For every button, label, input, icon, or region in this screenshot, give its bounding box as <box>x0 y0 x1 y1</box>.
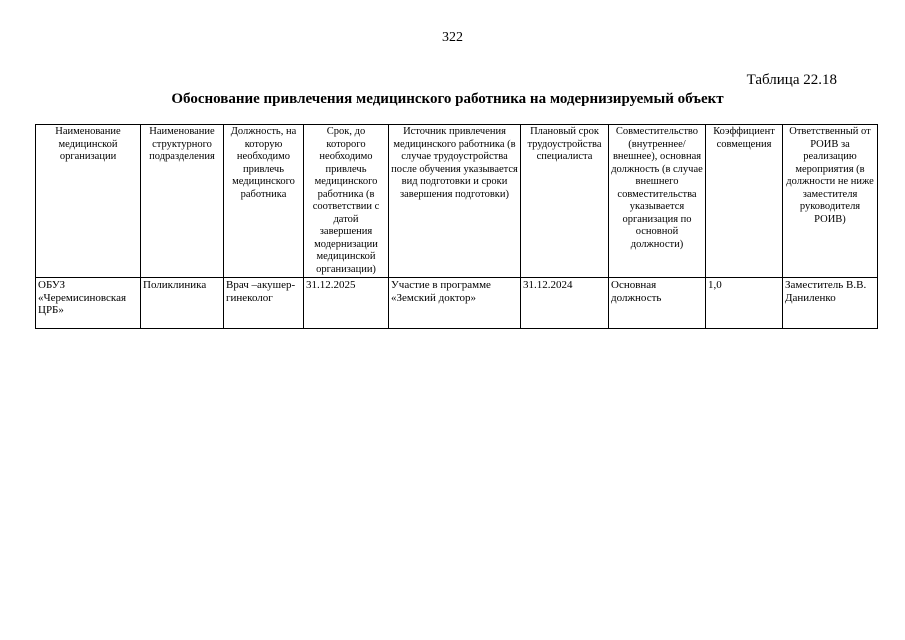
cell-part-time-status: Основная должность <box>609 278 706 329</box>
cell-recruitment-source: Участие в программе «Земский доктор» <box>389 278 521 329</box>
header-combination-coefficient: Коэффициент совмещения <box>706 125 783 278</box>
header-medical-organization: Наименование медицинской организации <box>36 125 141 278</box>
table-header-row <box>36 125 878 278</box>
staffing-table <box>35 124 878 329</box>
cell-deadline: 31.12.2025 <box>304 278 389 329</box>
header-responsible-person: Ответственный от РОИВ за реализацию мероприятия (в должности не ниже заместителя руководителя РОИВ) <box>783 125 878 278</box>
table-row <box>36 278 878 329</box>
cell-medical-organization: ОБУЗ «Черемисиновская ЦРБ» <box>36 278 141 329</box>
cell-planned-employment-date: 31.12.2024 <box>521 278 609 329</box>
header-deadline: Срок, до которого необходимо привлечь медицинского работника (в соответствии с датой завершения модернизации медицинской организации) <box>304 125 389 278</box>
cell-structural-unit: Поликлиника <box>141 278 224 329</box>
cell-position: Врач –акушер-гинеколог <box>224 278 304 329</box>
cell-combination-coefficient: 1,0 <box>706 278 783 329</box>
table-caption: Таблица 22.18 <box>746 72 837 88</box>
header-structural-unit: Наименование структурного подразделения <box>141 125 224 278</box>
document-title: Обоснование привлечения медицинского работника на модернизируемый объект <box>171 91 724 107</box>
page-number: 322 <box>442 30 463 45</box>
header-position: Должность, на которую необходимо привлечь медицинского работника <box>224 125 304 278</box>
header-part-time-status: Совместительство (внутреннее/внешнее), основная должность (в случае внешнего совместительства указывается организация по основной должности) <box>609 125 706 278</box>
header-planned-employment-date: Плановый срок трудоустройства специалиста <box>521 125 609 278</box>
header-recruitment-source: Источник привлечения медицинского работника (в случае трудоустройства после обучения указывается вид подготовки и сроки завершения подготовки) <box>389 125 521 278</box>
cell-responsible-person: Заместитель В.В. Даниленко <box>783 278 878 329</box>
